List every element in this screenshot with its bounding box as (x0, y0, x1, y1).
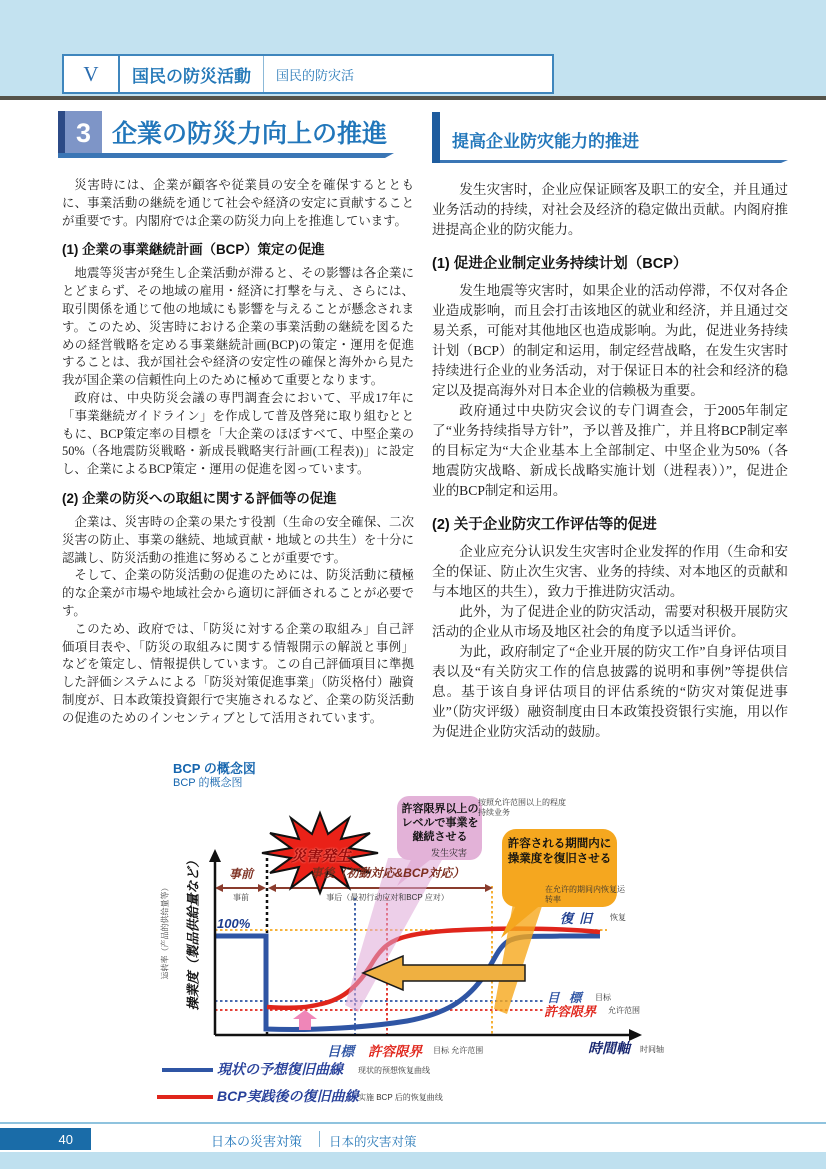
disaster-label-ja: 災害発生 (290, 848, 351, 865)
column-chinese (432, 180, 788, 742)
footer-title-ja: 日本の災害対策 (211, 1134, 303, 1149)
paragraph: 政府通过中央防灾会议的专门调查会，于2005年制定了“业务持续指导方针”，予以普及推广，并且将BCP制定率的目标定为“大企业基本上全部制定、中坚企业为50%（各地震防灾战略、新成长战略实施计划（进程表））”，促进企业的BCP制定和运用。 (432, 403, 788, 498)
subheading-2-zh: (2) 关于企业防灾工作评估等的促进 (432, 517, 657, 533)
paragraph: 政府は、中央防災会議の専門調査会において、平成17年に「事業継続ガイドライン」を作成して普及啓発に取り組むとともに、BCP策定率の目標を「大企業のほぼすべて、中堅企業の50%（各地震防災戦略・新成長戦略実行計画(工程表))」に設定し、企業によるBCP策定・運用の促進を図っています。 (62, 390, 414, 477)
bottom-band (0, 1152, 826, 1169)
phase-after-ja: 事後（初動対応&BCP対応） (310, 866, 465, 880)
legend-label-current-ja: 現状の予想復旧曲線 (217, 1061, 343, 1077)
x-axis-arrowhead (629, 1029, 642, 1041)
section-number-badge: 3 (58, 111, 102, 155)
column-japanese (62, 177, 414, 728)
current-recovery-curve (215, 936, 600, 1030)
chapter-title-ja: 国民の防災活動 (120, 56, 264, 92)
legend-label-current-zh: 现状的预想恢复曲线 (358, 1066, 430, 1075)
section-title-underline-zh (440, 160, 788, 163)
target-label-bottom: 目標 (327, 1044, 354, 1059)
paragraph: そして、企業の防災活動の促進のためには、防災活動に積極的な企業が市場や地域社会から適切に評価されることが必要です。 (62, 568, 414, 618)
section-title-ja: 企業の防災力向上の推進 (112, 120, 388, 148)
paragraph: 企业应充分认识发生灾害时企业发挥的作用（生命和安全的保证、防止次生灾害、业务的持续、对本地区的贡献和与本地区的共生），致力于推进防灾活动。 (432, 544, 788, 599)
time-axis-label-zh: 时间轴 (640, 1045, 664, 1054)
orange-bubble-note-zh: 在允许的期间内恢复运转率 (545, 885, 625, 904)
chapter-number: V (64, 56, 120, 92)
section-title-underline (58, 153, 394, 158)
phase-before-zh: 事前 (233, 893, 249, 902)
section-bar (432, 112, 440, 163)
arrowhead-icon (485, 884, 493, 892)
recovery-label-zh: 恢复 (610, 913, 626, 922)
hundred-percent-label: 100% (217, 916, 251, 931)
recovery-label-ja: 復旧 (560, 911, 599, 926)
paragraph: 企業は、災害時の企業の果たす役割（生命の安全確保、二次災害の防止、事業の継続、地域貢献・地域との共生）を十分に認識し、防災活動の推進に努めることが重要です。 (62, 514, 414, 565)
limit-label-right-zh: 允许范围 (608, 1006, 640, 1015)
page-number: 40 (58, 1131, 73, 1147)
legend-label-bcp-ja: BCP実践後の復旧曲線 (217, 1088, 359, 1104)
footer-rule (0, 1122, 826, 1124)
pink-bubble-note-zh: 按照允许范围以上的程度持续业务 (478, 798, 566, 817)
subheading-1-ja: (1) 企業の事業継続計画（BCP）策定の促進 (62, 242, 325, 258)
target-label-right-zh: 目标 (595, 993, 611, 1002)
phase-after-zh: 事后（最初行动应对和BCP 应对） (326, 893, 449, 902)
subheading-1-zh: (1) 促进企业制定业务持续计划（BCP） (432, 256, 688, 272)
paragraph: 发生地震等灾害时，如果企业的活动停滞，不仅对各企业造成影响，而且会打击该地区的就业和经济，并且通过交易关系，可能对其他地区也造成影响。为此，促进业务持续计划（BCP）的制定和运用，制定经营战略，在发生灾害时持续进行企业的业务活动，对于保证日本的社会和经济的稳定以及提高海外对日本企业的信赖极为重要。 (432, 283, 788, 398)
chapter-header-box (62, 54, 554, 94)
chapter-title-zh: 国民的防灾活 (276, 67, 355, 83)
legend-line-current (162, 1068, 213, 1072)
footer-title-zh: 日本的灾害对策 (329, 1135, 417, 1149)
target-label-right-ja: 目 標 (547, 991, 585, 1005)
limit-label-bottom: 許容限界 (368, 1044, 422, 1059)
diagram-title-zh: BCP 的概念图 (173, 777, 243, 789)
paragraph: 此外，为了促进企业的防灾活动，需要对积极开展防灾活动的企业从市场及地区社会的角度予以适当评价。 (432, 604, 788, 639)
paragraph: 为此，政府制定了“企业开展的防灾工作”自身评估项目表以及“有关防灾工作的信息披露的说明和事例”等提供信息。基于该自身评估项目的评估系统的“防灾对策促进事业”（防灾评级）融资制度由日本政策投资银行实施，用以作为促进企业防灾活动的鼓励。 (432, 644, 788, 739)
disaster-label-zh: 发生灾害 (431, 848, 468, 858)
y-axis-label-ja: 操業度（製品供給量など） (185, 854, 201, 1011)
paragraph: このため、政府では、「防災に対する企業の取組み」自己評価項目表や、「防災の取組みに関する情報開示の解説と事例」などを策定し、情報提供しています。この自己評価項目に準拠した評価システムによる「防災対策促進事業」（防災格付）融資制度が、日本政策投資銀行で実施されるなど、企業の防災活動の促進のためのインセンティブとして活用されています。 (62, 621, 414, 725)
diagram-title-ja: BCP の概念図 (173, 761, 256, 776)
legend-label-bcp-zh: 实施 BCP 后的恢复曲线 (358, 1093, 443, 1102)
arrowhead-icon (258, 884, 266, 892)
subheading-2-ja: (2) 企業の防災への取組に関する評価等の促進 (62, 490, 337, 506)
page-number-box (0, 1128, 91, 1150)
paragraph: 发生灾害时，企业应保证顾客及职工的安全，并且通过业务活动的持续，对社会及经济的稳定做出贡献。内阁府推进提高企业的防灾能力。 (432, 182, 788, 237)
limit-label-right-ja: 許容限界 (544, 1004, 597, 1019)
y-axis-arrowhead (209, 849, 221, 862)
paragraph: 地震等災害が発生し企業活動が滞ると、その影響は各企業にとどまらず、その地域の雇用・経済に打撃を与え、さらには、取引関係を通じて他の地域にも影響を与えることが懸念されます。このため、災害時における企業の事業活動の継続を図るための経営戦略を定める事業継続計画(BCP)の策定・運用を促進することは、我が国社会や経済の安定性の確保と海外から見た我が国企業の信頼性向上のために極めて重要となります。 (62, 266, 414, 388)
phase-before-ja: 事前 (228, 867, 253, 881)
bcp-concept-diagram (145, 758, 825, 1118)
pink-bubble-text: 許容限界以上のレベルで事業を継続させる (401, 803, 479, 843)
y-axis-label-zh: 运转率（产品的供给量等） (160, 883, 170, 980)
arrowhead-icon (268, 884, 276, 892)
time-axis-label-ja: 時間軸 (588, 1040, 630, 1056)
header-divider-rule (0, 96, 826, 100)
footer-separator (319, 1131, 320, 1147)
legend-line-bcp (157, 1095, 213, 1099)
orange-bubble-text: 許容される期間内に操業度を復旧させる (507, 838, 612, 865)
pink-callout-beam (345, 858, 443, 1012)
paragraph: 災害時には、企業が顧客や従業員の安全を確保するとともに、事業活動の継続を通じて社会や経済の安定に貢献することが重要です。内閣府では企業の防災力向上を推進しています。 (62, 178, 414, 228)
section-title-zh: 提高企业防灾能力的推进 (452, 132, 639, 151)
bottom-small-labels-zh: 目标 允许范围 (433, 1046, 484, 1055)
